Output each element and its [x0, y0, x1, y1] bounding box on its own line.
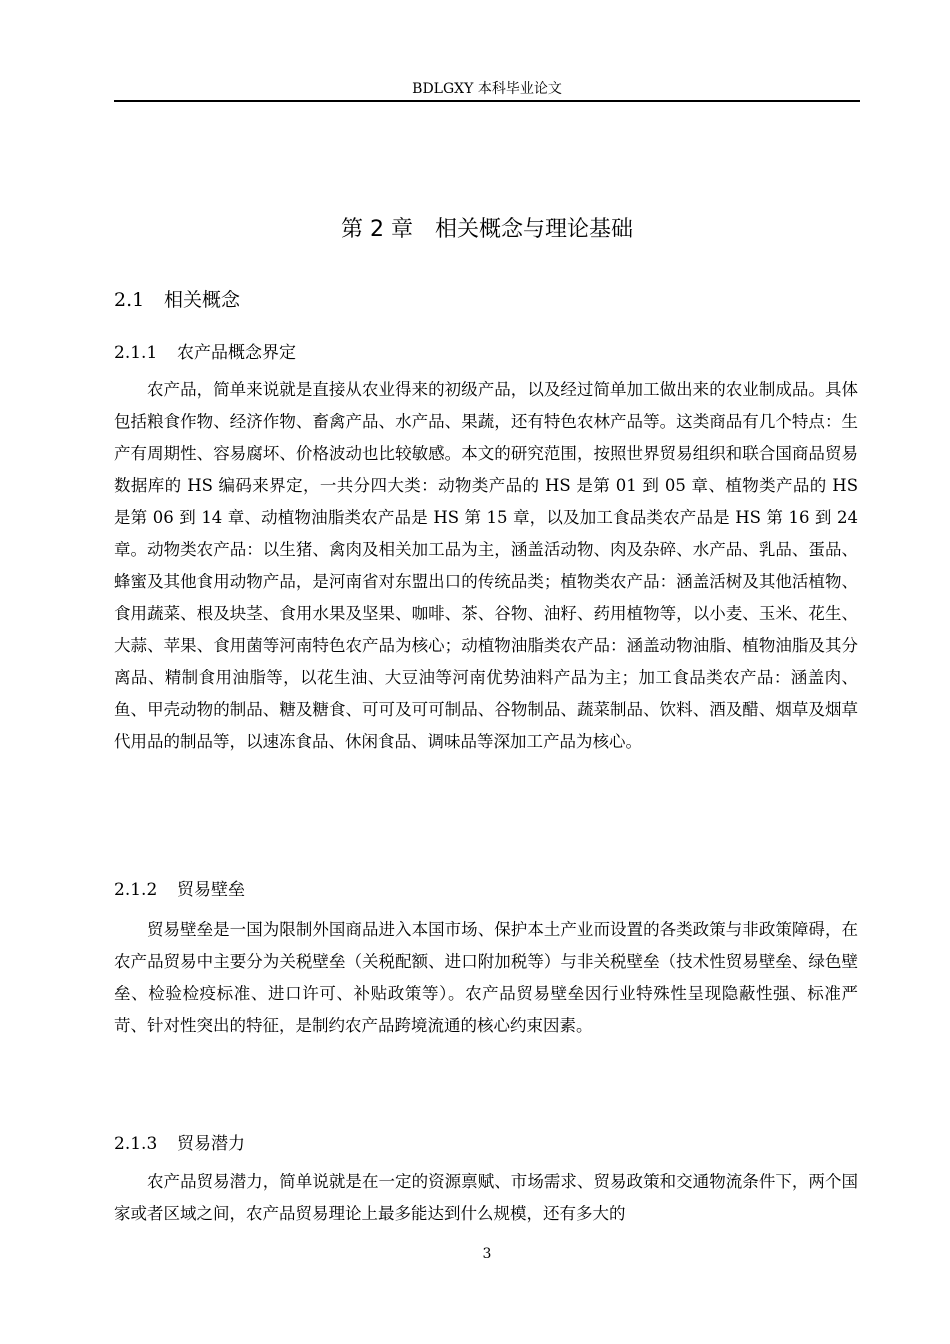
- paragraph-trade-potential: 农产品贸易潜力，简单说就是在一定的资源禀赋、市场需求、贸易政策和交通物流条件下，两个国家或者区域之间，农产品贸易理论上最多能达到什么规模，还有多大的: [114, 1172, 858, 1223]
- section-title: 农产品概念界定: [177, 343, 296, 363]
- section-title: 相关概念: [164, 289, 241, 311]
- section-number: 2.1: [114, 289, 145, 311]
- chapter-title: 第 2 章 相关概念与理论基础: [341, 217, 633, 242]
- paragraph-trade-barriers: 贸易壁垒是一国为限制外国商品进入本国市场、保护本土产业而设置的各类政策与非政策障碍，在农产品贸易中主要分为关税壁垒（关税配额、进口附加税等）与非关税壁垒（技术性贸易壁垒、绿色壁垒、检验检疫标准、进口许可、补贴政策等）。农产品贸易壁垒因行业特殊性呈现隐蔽性强、标准严苛、针对性突出的特征，是制约农产品跨境流通的核心约束因素。: [114, 920, 858, 1035]
- paragraph-agricultural-products: 农产品，简单来说就是直接从农业得来的初级产品，以及经过简单加工做出来的农业制成品。具体包括粮食作物、经济作物、畜禽产品、水产品、果蔬，还有特色农林产品等。这类商品有几个特点：生产有周期性、容易腐坏、价格波动也比较敏感。本文的研究范围，按照世界贸易组织和联合国商品贸易数据库的 HS 编码来界定，一共分四大类：动物类产品的 HS 是第 01 到 05 章、植物类产品的 HS 是第 06 到 14 章、动植物油脂类农产品是 HS 第 15 章，以及加工食品类农产品是 HS 第 16 到 24 章。动物类农产品：以生猪、禽肉及相关加工品为主，涵盖活动物、肉及杂碎、水产品、乳品、蛋品、蜂蜜及其他食用动物产品，是河南省对东盟出口的传统品类；植物类农产品：涵盖活树及其他活植物、食用蔬菜、根及块茎、食用水果及坚果、咖啡、茶、谷物、油籽、药用植物等，以小麦、玉米、花生、大蒜、苹果、食用菌等河南特色农产品为核心；动植物油脂类农产品：涵盖动物油脂、植物油脂及其分离品、精制食用油脂等，以花生油、大豆油等河南优势油料产品为主；加工食品类农产品：涵盖肉、鱼、甲壳动物的制品、糖及糖食、可可及可可制品、谷物制品、蔬菜制品、饮料、酒及醋、烟草及烟草代用品的制品等，以速冻食品、休闲食品、调味品等深加工产品为核心。: [114, 380, 858, 751]
- section-title: 贸易潜力: [177, 1134, 245, 1154]
- section-heading-2-1: [114, 285, 240, 312]
- section-number: 2.1.1: [114, 343, 158, 363]
- section-heading-2-1-2: [114, 875, 245, 900]
- header-rule: [114, 100, 860, 102]
- section-number: 2.1.2: [114, 880, 158, 900]
- section-title: 贸易壁垒: [177, 880, 245, 900]
- section-number: 2.1.3: [114, 1134, 158, 1154]
- section-heading-2-1-3: [114, 1129, 245, 1154]
- section-heading-2-1-1: [114, 338, 296, 363]
- running-header: BDLGXY 本科毕业论文: [412, 81, 562, 97]
- page-number: 3: [482, 1246, 492, 1262]
